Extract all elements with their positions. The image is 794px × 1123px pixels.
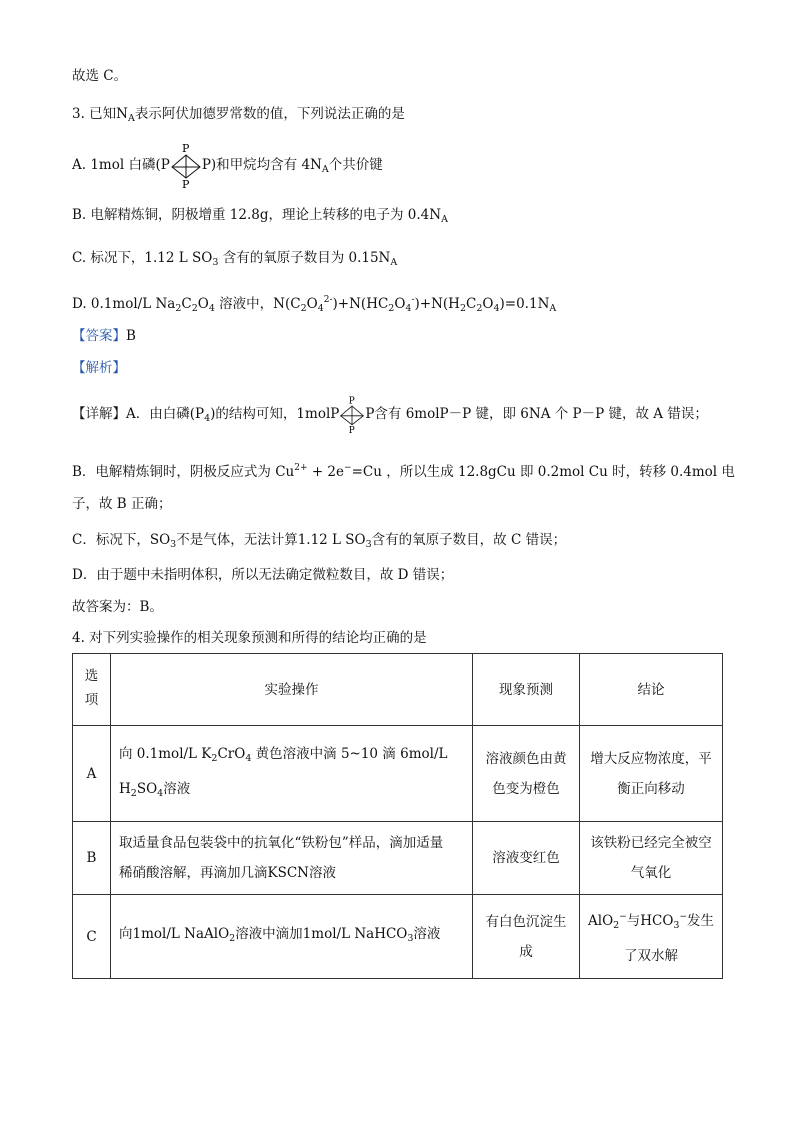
- detail-b-line2: 子，故 B 正确；: [72, 496, 172, 512]
- top-text: 故选 C。: [72, 68, 128, 84]
- white-phosphorus-structure-icon: [170, 143, 202, 189]
- row-phenomenon: 溶液变红色: [473, 822, 580, 895]
- svg-text:P: P: [349, 425, 356, 436]
- header-conclusion: 结论: [580, 654, 723, 726]
- detail-b-line1: B．电解精炼铜时，阴极反应式为 $Cu^{2+} + 2e^-=Cu$ ，所以生成 12.8gCu 即 0.2mol Cu 时，转移 0.4mol 电: [72, 463, 735, 480]
- svg-text:P: P: [181, 177, 190, 189]
- detail-d: D．由于题中未指明体积，所以无法确定微粒数目，故 D 错误；: [72, 567, 454, 583]
- row-phenomenon: 溶液颜色由黄色变为橙色: [473, 726, 580, 822]
- answer-label: 【答案】: [72, 328, 126, 344]
- option-d: D. 0.1mol/L $Na_2C_2O_4$ 溶液中，$N(C_2O_4^{2-})+N(HC_2O_4^-)+N(H_2C_2O_4)=0.1N_A$: [72, 295, 557, 314]
- table-header-row: [73, 654, 723, 726]
- table-row: [73, 895, 723, 979]
- header-option: 选项: [73, 654, 111, 726]
- option-a: A. 1mol 白磷(P P P P)和甲烷均含有 $4N_A$个共价键: [72, 142, 383, 189]
- detail-c: C．标况下，$SO_3$不是气体，无法计算1.12 L $SO_3$含有的氧原子数目，故 C 错误；: [72, 532, 567, 550]
- row-option: B: [73, 822, 111, 895]
- row-conclusion: AlO$_2$−与$HCO_3^-$发生了双水解: [580, 895, 723, 979]
- row-option: A: [73, 726, 111, 822]
- header-operation: 实验操作: [111, 654, 473, 726]
- question-3-stem: 3. 已知$N_A$表示阿伏加德罗常数的值，下列说法正确的是: [72, 106, 405, 124]
- row-operation: 取适量食品包装袋中的抗氧化“铁粉包”样品，滴加适量 稀硝酸溶解，再滴加几滴KSCN溶液: [111, 822, 473, 895]
- option-b: B. 电解精炼铜，阴极增重 12.8g，理论上转移的电子为 $0.4N_A$: [72, 207, 448, 225]
- detail-a: 【详解】A．由白磷$(P_4)$的结构可知，1molP P P P含有 6molP－P 键，即 6NA 个 P－P 键，故 A 错误；: [72, 404, 708, 429]
- analysis-label: 【解析】: [72, 360, 126, 376]
- answer: 【答案】B: [72, 328, 136, 344]
- table-row: [73, 726, 723, 822]
- svg-text:P: P: [181, 142, 190, 155]
- row-conclusion: 增大反应物浓度，平衡正向移动: [580, 726, 723, 822]
- white-phosphorus-structure-icon: [339, 392, 365, 438]
- conclusion: 故答案为：B。: [72, 599, 163, 615]
- table-row: [73, 822, 723, 895]
- row-conclusion: 该铁粉已经完全被空气氧化: [580, 822, 723, 895]
- header-phenomenon: 现象预测: [473, 654, 580, 726]
- option-c: C. 标况下，1.12 L $SO_3$ 含有的氧原子数目为 $0.15N_A$: [72, 250, 398, 268]
- row-operation: 向1mol/L NaAlO$_2$溶液中滴加1mol/L NaHCO$_3$溶液: [111, 895, 473, 979]
- experiment-table: [72, 653, 723, 979]
- row-operation: 向 0.1mol/L $K_2CrO_4$ 黄色溶液中滴 5~10 滴 6mol/L $H_2SO_4$溶液: [111, 726, 473, 822]
- row-option: C: [73, 895, 111, 979]
- question-4-stem: 4. 对下列实验操作的相关现象预测和所得的结论均正确的是: [72, 630, 427, 646]
- row-phenomenon: 有白色沉淀生成: [473, 895, 580, 979]
- svg-text:P: P: [349, 396, 356, 407]
